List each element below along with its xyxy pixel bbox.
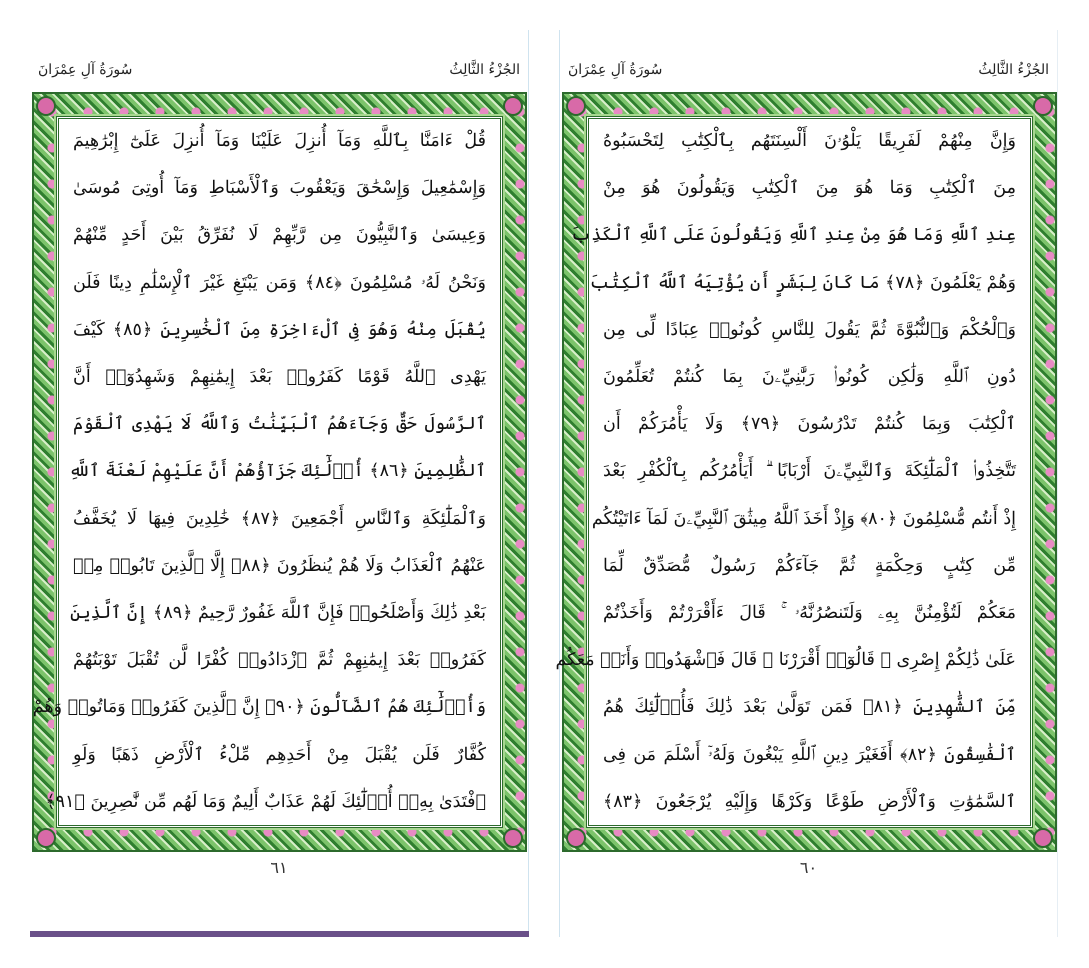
- verse-line: ٱفْتَدَىٰ بِهِۦٓ أُو۟لَٰٓئِكَ لَهُمْ عَذَابٌ أَلِيمٌ وَمَا لَهُم مِّن نَّٰصِرِينَ ﴿٩١﴾: [45, 791, 486, 812]
- verse-line: وَإِنَّ مِنْهُمْ لَفَرِيقًا يَلْوُۥنَ أَلْسِنَتَهُم بِٱلْكِتَٰبِ لِتَحْسَبُوهُ: [603, 131, 1016, 151]
- verse-line: مَعَكُمْ لَتُؤْمِنُنَّ بِهِۦ وَلَتَنصُرُنَّهُۥ ۚ قَالَ ءَأَقْرَرْتُمْ وَأَخَذْتُمْ: [603, 603, 1016, 624]
- verse-line: عِندِ ٱللَّهِ وَمَا هُوَ مِنْ عِندِ ٱللَّهِ وَيَقُولُونَ عَلَى ٱللَّهِ ٱلْكَذِبَ: [570, 225, 1016, 246]
- verse-line: ٱلظَّٰلِمِينَ ﴿٨٦﴾ أُو۟لَٰٓئِكَ جَزَآؤُهُمْ أَنَّ عَلَيْهِمْ لَعْنَةَ ٱللَّهِ: [68, 461, 486, 482]
- verse-text-block: [32, 131, 486, 813]
- verse-line: إِذْ أَنتُم مُّسْلِمُونَ ﴿٨٠﴾ وَإِذْ أَخَذَ ٱللَّهُ مِيثَٰقَ ٱلنَّبِيِّۦنَ لَمَآ ءَاتَيْتُكُم: [591, 508, 1016, 529]
- verse-line: ٱلسَّمَٰوَٰتِ وَٱلْأَرْضِ طَوْعًا وَكَرْهًا وَإِلَيْهِ يُرْجَعُونَ ﴿٨٣﴾: [603, 791, 1016, 812]
- page-scroll-indicator[interactable]: [30, 931, 529, 937]
- flower-ornament-icon: [36, 828, 56, 848]
- verse-line: يُقْبَلَ مِنْهُ وَهُوَ فِى ٱلْءَاخِرَةِ مِنَ ٱلْخَٰسِرِينَ ﴿٨٥﴾ كَيْفَ: [73, 319, 486, 340]
- verse-line: ٱلرَّسُولَ حَقٌّ وَجَآءَهُمُ ٱلْبَيِّنَٰتُ وَٱللَّهُ لَا يَهْدِى ٱلْقَوْمَ: [73, 414, 486, 435]
- verse-line: مِّنَ ٱلشَّٰهِدِينَ ﴿٨١﴾ فَمَن تَوَلَّىٰ بَعْدَ ذَٰلِكَ فَأُو۟لَٰٓئِكَ هُمُ: [603, 697, 1016, 718]
- juz-title: الجُزْءُ الثَّالِثُ: [978, 62, 1049, 78]
- verse-line: كَفَرُوا۟ بَعْدَ إِيمَٰنِهِمْ ثُمَّ ٱزْدَادُوا۟ كُفْرًا لَّن تُقْبَلَ تَوْبَتُهُمْ: [73, 650, 486, 671]
- verse-line: بَعْدِ ذَٰلِكَ وَأَصْلَحُوا۟ فَإِنَّ ٱللَّهَ غَفُورٌ رَّحِيمٌ ﴿٨٩﴾ إِنَّ ٱلَّذِينَ: [70, 603, 486, 624]
- text-panel: [32, 116, 503, 828]
- surah-title: سُورَةُ آلِ عِمْرَانَ: [38, 62, 133, 78]
- verse-line: تَتَّخِذُوا۟ ٱلْمَلَٰٓئِكَةَ وَٱلنَّبِيِّۦنَ أَرْبَابًا ۗ أَيَأْمُرُكُم بِٱلْكُفْرِ بَعْدَ: [603, 461, 1016, 482]
- surah-title: سُورَةُ آلِ عِمْرَانَ: [568, 62, 663, 78]
- verse-line: عَنْهُمُ ٱلْعَذَابُ وَلَا هُمْ يُنظَرُونَ ﴿٨٨﴾ إِلَّا ٱلَّذِينَ تَابُوا۟ مِنۢ: [73, 555, 486, 576]
- verse-line: مِنَ ٱلْكِتَٰبِ وَمَا هُوَ مِنَ ٱلْكِتَٰبِ وَيَقُولُونَ هُوَ مِنْ: [603, 178, 1016, 199]
- verse-line: وَأُو۟لَٰٓئِكَ هُمُ ٱلضَّآلُّونَ ﴿٩٠﴾ إِنَّ ٱلَّذِينَ كَفَرُوا۟ وَمَاتُوا۟ وَهُمْ: [32, 697, 486, 718]
- verse-line: قُلْ ءَامَنَّا بِٱللَّهِ وَمَآ أُنزِلَ عَلَيْنَا وَمَآ أُنزِلَ عَلَىٰٓ إِبْرَٰهِيمَ: [73, 131, 486, 151]
- flower-ornament-icon: [1033, 828, 1053, 848]
- verse-line: يَهْدِى ٱللَّهُ قَوْمًا كَفَرُوا۟ بَعْدَ إِيمَٰنِهِمْ وَشَهِدُوٓا۟ أَنَّ: [73, 367, 486, 388]
- verse-line: وَهُمْ يَعْلَمُونَ ﴿٧٨﴾ مَا كَانَ لِبَشَرٍ أَن يُؤْتِيَهُ ٱللَّهُ ٱلْكِتَٰبَ: [589, 272, 1016, 293]
- mushaf-page-60[interactable]: [555, 30, 1058, 937]
- verse-line: وَنَحْنُ لَهُۥ مُسْلِمُونَ ﴿٨٤﴾ وَمَن يَبْتَغِ غَيْرَ ٱلْإِسْلَٰمِ دِينًا فَلَن: [73, 272, 486, 293]
- verse-line: وَعِيسَىٰ وَٱلنَّبِيُّونَ مِن رَّبِّهِمْ لَا نُفَرِّقُ بَيْنَ أَحَدٍ مِّنْهُمْ: [73, 225, 486, 246]
- text-panel: [555, 116, 1033, 828]
- verse-line: وَإِسْمَٰعِيلَ وَإِسْحَٰقَ وَيَعْقُوبَ وَٱلْأَسْبَاطِ وَمَآ أُوتِىَ مُوسَىٰ: [73, 178, 486, 199]
- verse-line: وَٱلْمَلَٰٓئِكَةِ وَٱلنَّاسِ أَجْمَعِينَ ﴿٨٧﴾ خَٰلِدِينَ فِيهَا لَا يُخَفَّفُ: [73, 508, 486, 529]
- verse-line: مِّن كِتَٰبٍ وَحِكْمَةٍ ثُمَّ جَآءَكُمْ رَسُولٌ مُّصَدِّقٌ لِّمَا: [603, 555, 1016, 576]
- flower-ornament-icon: [1033, 96, 1053, 116]
- flower-ornament-icon: [566, 828, 586, 848]
- flower-ornament-icon: [566, 96, 586, 116]
- flower-ornament-icon: [36, 96, 56, 116]
- page-number: ٦١: [270, 858, 288, 877]
- verse-line: كُفَّارٌ فَلَن يُقْبَلَ مِنْ أَحَدِهِم مِّلْءُ ٱلْأَرْضِ ذَهَبًا وَلَوِ: [73, 744, 486, 765]
- mushaf-page-61[interactable]: [30, 30, 529, 937]
- verse-text-block: [555, 131, 1016, 813]
- ornamental-frame: [32, 92, 527, 852]
- verse-line: ٱلْكِتَٰبَ وَبِمَا كُنتُمْ تَدْرُسُونَ ﴿٧٩﴾ وَلَا يَأْمُرَكُمْ أَن: [603, 414, 1016, 435]
- verse-line: دُونِ ٱللَّهِ وَلَٰكِن كُونُوا۟ رَبَّٰنِيِّۦنَ بِمَا كُنتُمْ تُعَلِّمُونَ: [603, 367, 1016, 388]
- juz-title: الجُزْءُ الثَّالِثُ: [449, 62, 520, 78]
- flower-ornament-icon: [503, 828, 523, 848]
- ornamental-frame: [555, 92, 1057, 852]
- verse-line: وَٱلْحُكْمَ وَٱلنُّبُوَّةَ ثُمَّ يَقُولَ لِلنَّاسِ كُونُوا۟ عِبَادًا لِّى مِن: [603, 319, 1016, 340]
- verse-line: عَلَىٰ ذَٰلِكُمْ إِصْرِى ۖ قَالُوٓا۟ أَقْرَرْنَا ۚ قَالَ فَٱشْهَدُوا۟ وَأَنَا۠ مَعَكُم: [555, 650, 1016, 671]
- page-number: ٦٠: [799, 858, 818, 877]
- flower-ornament-icon: [503, 96, 523, 116]
- verse-line: ٱلْفَٰسِقُونَ ﴿٨٢﴾ أَفَغَيْرَ دِينِ ٱللَّهِ يَبْغُونَ وَلَهُۥٓ أَسْلَمَ مَن فِى: [603, 744, 1016, 765]
